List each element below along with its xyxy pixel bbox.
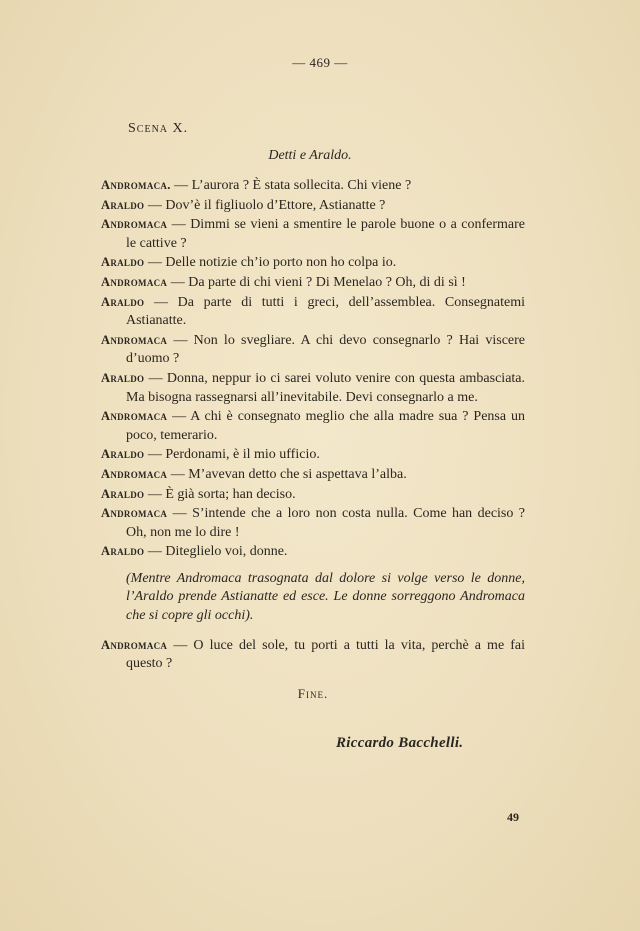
dialogue-line [101,253,525,273]
dialogue-text: — A chi è consegnato meglio che alla madre sua ? Pensa un poco, temerario. [126,409,526,443]
speaker-name: Andromaca [101,466,168,481]
dialogue-line [101,407,525,445]
dialogue-text: — Perdonami, è il mio ufficio. [147,447,320,463]
dialogue-text: — Da parte di tutti i greci, dell’assemblea. Consegnatemi Astianatte. [126,294,525,329]
speaker-name: Araldo [101,544,145,559]
speaker-name: Andromaca [101,506,168,521]
speaker-name: Araldo [101,255,145,270]
dialogue-text: — Dimmi se vieni a smentire le parole buone o a confermare le cattive ? [126,217,525,251]
dialogue-text: — M’avevan detto che si aspettava l’alba. [170,466,407,482]
dialogue-line [101,542,525,562]
dialogue-line [101,465,525,485]
dialogue-text: — Da parte di chi vieni ? Di Menelao ? Oh, di di sì ! [170,274,466,290]
dialogue-text: — Non lo svegliare. A chi devo consegnarlo ? Hai viscere d’uomo ? [126,332,526,367]
dialogue-text: — S’intende che a loro non costa nulla. Come han deciso ? Oh, non me lo dire ! [126,506,525,540]
scene-title: Scena X. [128,121,189,136]
speaker-name: Araldo [101,294,145,309]
dialogue-line [101,369,525,407]
dialogue-text: — Dov’è il figliuolo d’Ettore, Astianatte ? [147,197,386,213]
cast-line: Detti e Araldo. [268,148,352,163]
speaker-name: Andromaca [101,217,168,232]
dialogue-line [101,445,525,465]
speaker-name: Andromaca [101,409,168,424]
final-dialogue-line [101,636,525,674]
end-mark: Fine. [297,686,329,701]
dialogue-line [101,504,525,542]
running-header: — 469 — [292,55,348,70]
speaker-name: Araldo [101,486,145,501]
dialogue-text: — L’aurora ? È stata sollecita. Chi viene ? [174,178,412,193]
dialogue-text: — È già sorta; han deciso. [147,486,296,502]
speaker-name: Andromaca. [101,178,171,192]
dialogue-line [101,331,525,369]
speaker-name: Araldo [101,447,145,462]
speaker-name: Andromaca [101,332,168,347]
stage-direction: (Mentre Andromaca trasognata dal dolore si volge verso le donne, l’Araldo prende Astianatte ed esce. Le donne sorreggono Andromaca che si copre gli occhi). [126,570,525,624]
speaker-name: Andromaca [101,637,168,652]
dialogue-line [101,485,525,505]
speaker-name: Araldo [101,370,145,385]
author-signature: Riccardo Bacchelli. [336,735,464,751]
speaker-name: Araldo [101,197,145,212]
speaker-name: Andromaca [101,274,168,289]
dialogue-line [101,273,525,293]
dialogue-text: — O luce del sole, tu porti a tutti la vita, perchè a me fai questo ? [126,637,526,672]
page-number: 49 [507,810,519,824]
dialogue-body [101,176,525,674]
dialogue-line [101,215,525,253]
dialogue-line [101,176,525,196]
dialogue-text: — Delle notizie ch’io porto non ho colpa io. [147,255,397,271]
dialogue-text: — Diteglielo voi, donne. [147,544,288,560]
dialogue-line [101,196,525,216]
dialogue-line [101,293,525,331]
dialogue-text: — Donna, neppur io ci sarei voluto venire con questa ambasciata. Ma bisogna rassegnarsi all’inevitabile. Devi consegnarlo a me. [126,370,526,405]
